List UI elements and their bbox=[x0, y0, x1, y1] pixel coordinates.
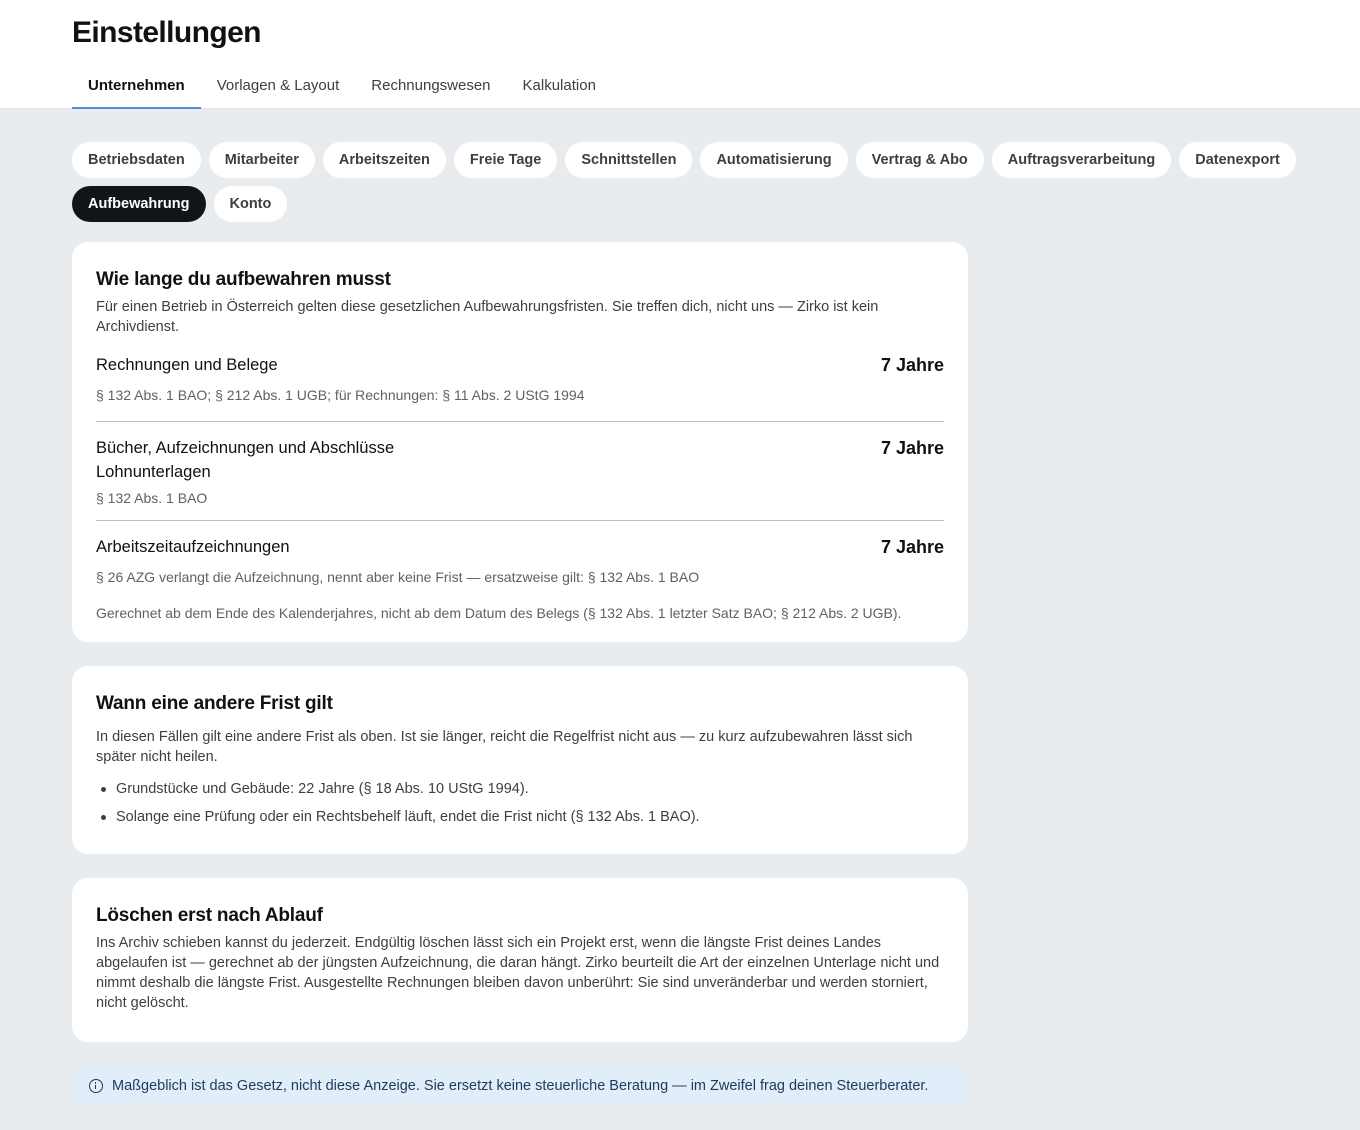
tab-vorlagen-layout[interactable]: Vorlagen & Layout bbox=[216, 77, 340, 94]
row-note: § 132 Abs. 1 BAO; § 212 Abs. 1 UGB; für Rechnungen: § 11 Abs. 2 UStG 1994 bbox=[96, 387, 585, 403]
row-title-secondary: Lohnunterlagen bbox=[96, 463, 211, 481]
pill-auftragsverarbeitung[interactable]: Auftragsverarbeitung bbox=[992, 142, 1171, 178]
retention-card bbox=[72, 242, 968, 642]
row-value: 7 Jahre bbox=[880, 355, 944, 375]
tab-rechnungswesen[interactable]: Rechnungswesen bbox=[371, 77, 491, 94]
retention-title: Wie lange du aufbewahren musst bbox=[96, 269, 391, 290]
list-item: Solange eine Prüfung oder ein Rechtsbehelf läuft, endet die Frist nicht (§ 132 Abs. 1 BAO). bbox=[96, 807, 944, 827]
row-value: 7 Jahre bbox=[880, 438, 944, 458]
page-title: Einstellungen bbox=[72, 16, 261, 49]
legal-notice bbox=[72, 1066, 968, 1106]
deletion-title: Löschen erst nach Ablauf bbox=[96, 905, 323, 926]
pill-datenexport[interactable]: Datenexport bbox=[1179, 142, 1296, 178]
exceptions-description: In diesen Fällen gilt eine andere Frist als oben. Ist sie länger, reicht die Regelfrist nicht aus — zu kurz aufzubewahren lässt sich später nicht heilen. bbox=[96, 729, 913, 765]
top-bar bbox=[0, 0, 1360, 109]
retention-footnote: Gerechnet ab dem Ende des Kalenderjahres, nicht ab dem Datum des Belegs (§ 132 Abs. 1 letzter Satz BAO; § 212 Abs. 2 UGB). bbox=[96, 605, 902, 621]
row-note: § 132 Abs. 1 BAO bbox=[96, 490, 208, 506]
retention-row-rechnungen bbox=[96, 353, 944, 422]
retention-row-arbeitszeit bbox=[96, 521, 944, 587]
retention-description: Für einen Betrieb in Österreich gelten diese gesetzlichen Aufbewahrungsfristen. Sie treffen dich, nicht uns — Zirko ist kein Archivdienst. bbox=[96, 299, 879, 335]
pill-automatisierung[interactable]: Automatisierung bbox=[700, 142, 847, 178]
tab-kalkulation[interactable]: Kalkulation bbox=[522, 77, 596, 94]
pill-schnittstellen[interactable]: Schnittstellen bbox=[565, 142, 692, 178]
exceptions-list bbox=[96, 779, 944, 827]
pill-vertrag-abo[interactable]: Vertrag & Abo bbox=[856, 142, 984, 178]
exceptions-card bbox=[72, 666, 968, 854]
legal-notice-text: Maßgeblich ist das Gesetz, nicht diese Anzeige. Sie ersetzt keine steuerliche Beratung — im Zweifel frag deinen Steuerberater. bbox=[112, 1078, 929, 1094]
pill-konto[interactable]: Konto bbox=[214, 186, 288, 222]
pill-arbeitszeiten[interactable]: Arbeitszeiten bbox=[323, 142, 446, 178]
row-value: 7 Jahre bbox=[880, 537, 944, 557]
pill-aufbewahrung[interactable]: Aufbewahrung bbox=[72, 186, 206, 222]
exceptions-title: Wann eine andere Frist gilt bbox=[96, 693, 333, 714]
retention-row-buecher bbox=[96, 422, 944, 521]
info-icon bbox=[89, 1079, 103, 1093]
deletion-card bbox=[72, 878, 968, 1042]
row-title: Rechnungen und Belege bbox=[96, 356, 278, 374]
list-item: Grundstücke und Gebäude: 22 Jahre (§ 18 Abs. 10 UStG 1994). bbox=[96, 779, 944, 799]
row-note: § 26 AZG verlangt die Aufzeichnung, nennt aber keine Frist — ersatzweise gilt: § 132 Abs. 1 BAO bbox=[96, 569, 700, 585]
deletion-description: Ins Archiv schieben kannst du jederzeit. Endgültig löschen lässt sich ein Projekt erst, wenn die längste Frist deines Landes abgelaufen ist — gerechnet ab der jüngsten Aufzeichnung, die daran hängt. Zirko beurteilt die Art der einzelnen Unterlage nicht und nimmt deshalb die längste Frist. Ausgestellte Rechnungen bleiben davon unberührt: Sie sind unveränderbar und werden storniert, nicht gelöscht. bbox=[96, 935, 940, 1011]
sub-navigation bbox=[72, 142, 1302, 222]
main-tabs bbox=[72, 64, 612, 109]
pill-freie-tage[interactable]: Freie Tage bbox=[454, 142, 557, 178]
pill-mitarbeiter[interactable]: Mitarbeiter bbox=[209, 142, 315, 178]
pill-betriebsdaten[interactable]: Betriebsdaten bbox=[72, 142, 201, 178]
tab-unternehmen[interactable]: Unternehmen bbox=[72, 64, 201, 109]
row-title: Bücher, Aufzeichnungen und Abschlüsse bbox=[96, 439, 395, 457]
row-title: Arbeitszeitaufzeichnungen bbox=[96, 538, 290, 556]
